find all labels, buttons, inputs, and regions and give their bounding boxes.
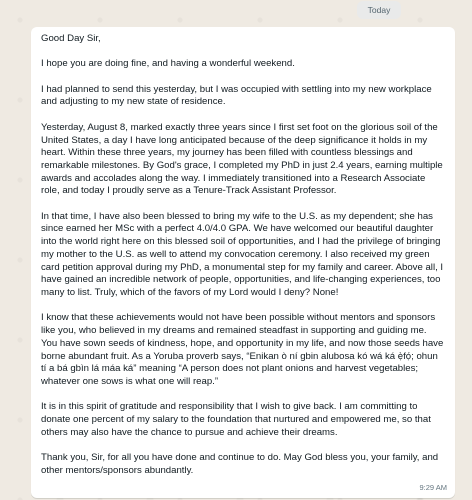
message-timestamp: 9:29 AM [419, 483, 447, 493]
date-divider-chip: Today [357, 1, 401, 19]
message-paragraph-4: In that time, I have also been blessed to bring my wife to the U.S. as my dependent; she has since earned her MSc with a perfect 4.0/4.0 GPA. We have welcomed our beautiful daughter into the world right here on this blessed soil of opportunities, and I had the privilege of bringing my mother to the U.S. as well to attend my convocation ceremony. I also received my green card petition approval during my PhD, a monumental step for my family and career. Above all, I have gained an incredible network of people, opportunities, and life-changing experiences, too many to list. Truly, which of the favors of my Lord would I deny? None! [41, 210, 444, 298]
message-paragraph-2: I had planned to send this yesterday, but I was occupied with settling into my new workplace and adjusting to my new state of residence. [41, 83, 432, 108]
message-paragraph-5: I know that these achievements would not have been possible without mentors and sponsors like you, who believed in my dreams and remained steadfast in supporting and guiding me. You have sown seeds of kindness, hope, and opportunity in my life, and now those seeds have borne abundant fruit. As a Yoruba proverb says, “Enikan ò ní gbin alubosa kó wá ká ẹ̀fọ́; ohun tí a bá gbìn lá máa ká” meaning “A person does not plant onions and harvest vegetables; whatever one sows is what one will reap.” [41, 312, 444, 387]
message-greeting: Good Day Sir, [41, 33, 101, 44]
message-paragraph-7: Thank you, Sir, for all you have done and continue to do. May God bless you, your family, and other mentors/sponsors abundantly. [41, 452, 439, 476]
message-paragraph-6: It is in this spirit of gratitude and responsibility that I wish to give back. I am committing to donate one percent of my salary to the foundation that nurtured and empowered me, so that others may also have the chance to pursue and achieve their dreams. [41, 401, 431, 438]
message-paragraph-3: Yesterday, August 8, marked exactly three years since I first set foot on the glorious soil of the United States, a day I have long anticipated because of the deep significance it holds in my heart. Within these three years, my journey has been filled with countless blessings and remarkable milestones. By God's grace, I completed my PhD in just 2.4 years, earning multiple awards and accolades along the way. I immediately transitioned into a Research Associate role, and today I proudly serve as a Tenure-Track Assistant Professor. [41, 121, 443, 197]
message-paragraph-1: I hope you are doing fine, and having a wonderful weekend. [41, 58, 295, 70]
message-bubble[interactable] [31, 27, 455, 498]
